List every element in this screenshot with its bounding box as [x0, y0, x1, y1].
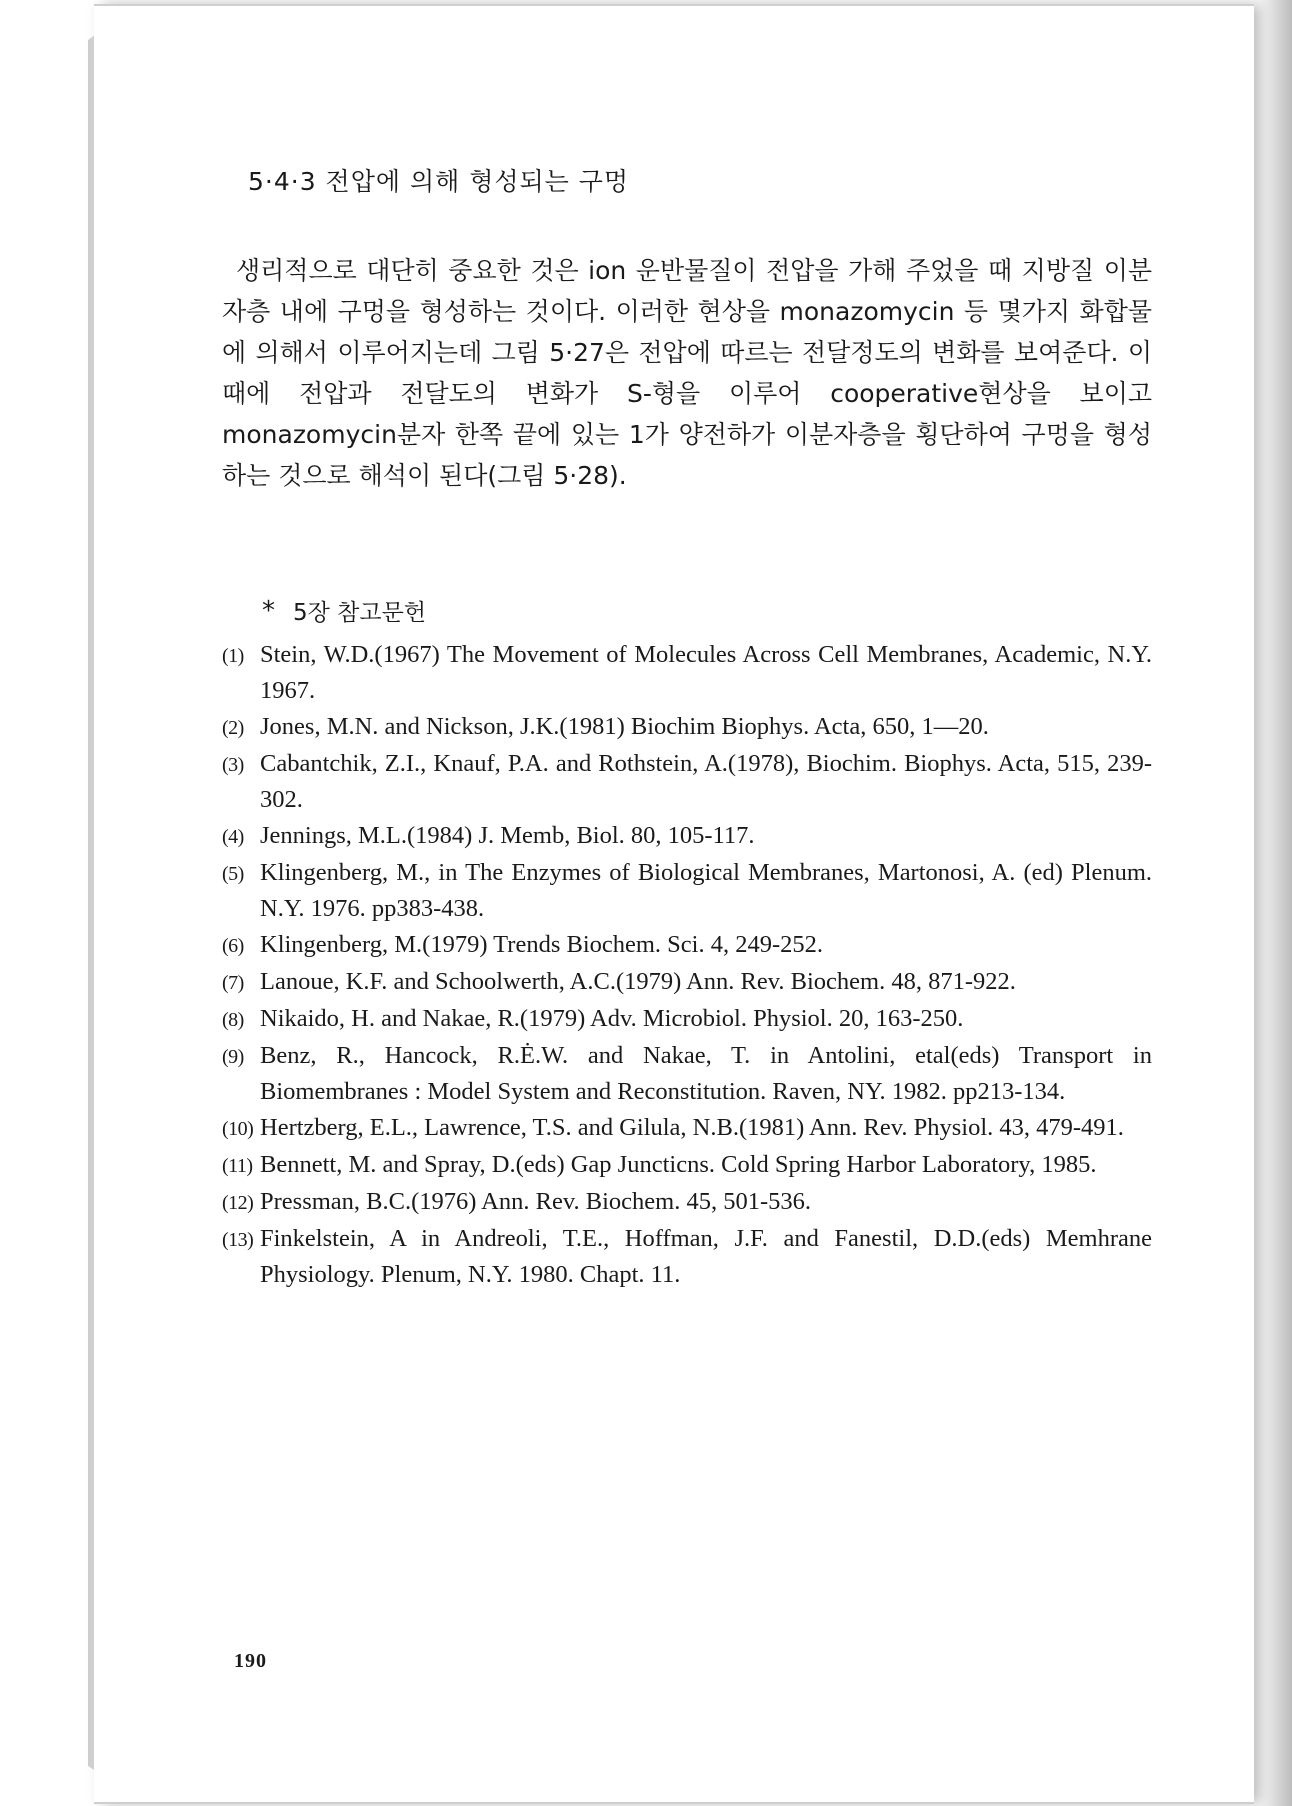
reference-item [222, 855, 1152, 927]
reference-item [222, 1184, 1152, 1221]
reference-text: Finkelstein, A in Andreoli, T.E., Hoffman, J.F. and Fanestil, D.D.(eds) Memhrane Physiology. Plenum, N.Y. 1980. Chapt. 11. [260, 1225, 1152, 1288]
reference-number: (2) [222, 717, 244, 739]
body-paragraph: 생리적으로 대단히 중요한 것은 ion 운반물질이 전압을 가해 주었을 때 지방질 이분자층 내에 구멍을 형성하는 것이다. 이러한 현상을 monazomycin 등 몇가지 화합물에 의해서 이루어지는데 그림 5·27은 전압에 따르는 전달정도의 변화를 보여준다. 이때에 전압과 전달도의 변화가 S-형을 이루어 cooperative현상을 보이고 monazomycin분자 한쪽 끝에 있는 1가 양전하가 이분자층을 횡단하여 구멍을 형성하는 것으로 해석이 된다(그림 5·28). [222, 256, 1152, 490]
reference-text: Hertzberg, E.L., Lawrence, T.S. and Gilula, N.B.(1981) Ann. Rev. Physiol. 43, 479-491. [260, 1114, 1124, 1141]
reference-number: (11) [222, 1155, 253, 1177]
reference-item [222, 1038, 1152, 1110]
reference-number: (1) [222, 645, 244, 667]
reference-number: (5) [222, 863, 244, 885]
reference-text: Pressman, B.C.(1976) Ann. Rev. Biochem. 45, 501-536. [260, 1188, 811, 1215]
reference-number: (6) [222, 935, 244, 957]
reference-text: Jones, M.N. and Nickson, J.K.(1981) Biochim Biophys. Acta, 650, 1—20. [260, 713, 989, 740]
page-shadow [1256, 0, 1292, 1806]
reference-number: (10) [222, 1118, 254, 1140]
star-icon: * [262, 595, 275, 626]
reference-text: Nikaido, H. and Nakae, R.(1979) Adv. Microbiol. Physiol. 20, 163-250. [260, 1005, 964, 1032]
reference-text: Jennings, M.L.(1984) J. Memb, Biol. 80, 105-117. [260, 822, 755, 849]
reference-item [222, 964, 1152, 1001]
reference-list [222, 637, 1152, 1293]
reference-text: Klingenberg, M.(1979) Trends Biochem. Sci. 4, 249-252. [260, 931, 824, 958]
reference-text: Benz, R., Hancock, R.Ė.W. and Nakae, T. in Antolini, etal(eds) Transport in Biomembranes : Model System and Reconstitution. Raven, NY. 1982. pp213-134. [260, 1042, 1152, 1105]
reference-item [222, 637, 1152, 709]
reference-item [222, 927, 1152, 964]
reference-item [222, 1001, 1152, 1038]
reference-text: Stein, W.D.(1967) The Movement of Molecules Across Cell Membranes, Academic, N.Y. 1967. [260, 641, 1152, 704]
reference-number: (7) [222, 972, 244, 994]
reference-item [222, 1147, 1152, 1184]
page-content [222, 162, 1152, 1293]
reference-text: Bennett, M. and Spray, D.(eds) Gap Juncticns. Cold Spring Harbor Laboratory, 1985. [260, 1151, 1097, 1178]
reference-number: (9) [222, 1046, 244, 1068]
reference-number: (12) [222, 1192, 254, 1214]
reference-number: (8) [222, 1009, 244, 1031]
reference-item [222, 1110, 1152, 1147]
reference-item [222, 818, 1152, 855]
reference-number: (3) [222, 754, 244, 776]
reference-text: Lanoue, K.F. and Schoolwerth, A.C.(1979) Ann. Rev. Biochem. 48, 871-922. [260, 968, 1016, 995]
reference-item [222, 709, 1152, 746]
reference-item [222, 746, 1152, 818]
references-heading [262, 594, 1152, 627]
reference-number: (13) [222, 1229, 254, 1251]
references-title: 5장 참고문헌 [293, 600, 427, 626]
reference-item [222, 1221, 1152, 1293]
reference-text: Cabantchik, Z.I., Knauf, P.A. and Rothstein, A.(1978), Biochim. Biophys. Acta, 515, 239-302. [260, 750, 1152, 813]
reference-text: Klingenberg, M., in The Enzymes of Biological Membranes, Martonosi, A. (ed) Plenum. N.Y. 1976. pp383-438. [260, 859, 1152, 922]
page-number: 190 [234, 1650, 267, 1672]
section-title: 5·4·3 전압에 의해 형성되는 구멍 [248, 167, 630, 196]
reference-number: (4) [222, 826, 244, 848]
